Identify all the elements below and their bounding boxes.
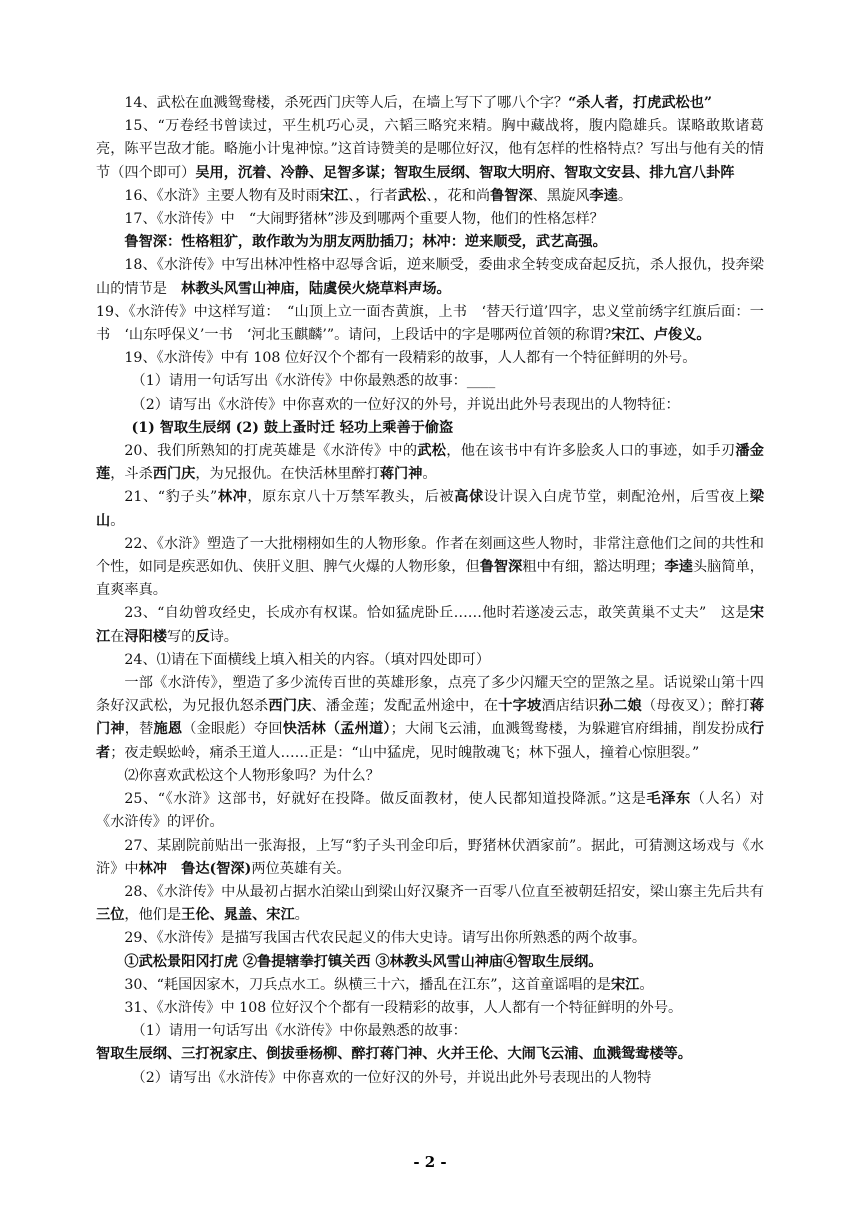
question-text: 。 (294, 907, 309, 924)
question-text: ，为兄报仇。在快活林里醉打 (195, 466, 380, 483)
answer-text: 林冲 鲁达(智深) (138, 860, 252, 877)
answer-text: 智取生辰纲、三打祝家庄、倒拔垂杨柳、醉打蒋门神、火并王伦、大闹飞云浦、血溅鸳鸯楼等。 (96, 1046, 692, 1063)
answer-text: 三位 (96, 907, 125, 924)
answer-text: 蒋门神 (379, 466, 423, 483)
question-text: 、黑旋风 (532, 187, 590, 204)
question-text: 23、“自幼曾攻经史，长成亦有权谋。恰如猛虎卧丘……他时若遂凌云志，敢笑黄巢不丈夫” 这是 (124, 605, 750, 622)
paragraph (96, 533, 764, 603)
answer-text: 快活林（孟州道） (282, 721, 391, 738)
paragraph (96, 1043, 764, 1066)
question-text: 、，花和尚 (426, 187, 491, 204)
question-text: ，他们是 (124, 907, 182, 924)
answer-text: 宋江 (610, 976, 640, 993)
answer-text: 李逵 (589, 187, 618, 204)
answer-text: ①武松景阳冈打虎 ②鲁提辖拳打镇关西 ③林教头风雪山神庙④智取生辰纲。 (124, 953, 603, 970)
question-text: 写的 (166, 628, 196, 645)
paragraph (96, 1067, 764, 1090)
answer-text: 王伦、晁盖、宋江 (181, 907, 295, 924)
page-number: - 2 - (413, 1153, 447, 1171)
answer-text: 鲁智深 (479, 559, 523, 576)
paragraph (96, 370, 764, 393)
answer-text: 宋江 (319, 187, 349, 204)
answer-text: (1) 智取生辰纲 (2) 鼓上蚤时迁 轻功上乘善于偷盗 (131, 419, 454, 436)
question-text: 30、“耗国因家木，刀兵点水工。纵横三十六，播乱在江东”，这首童谣唱的是 (124, 976, 611, 993)
answer-text: 反 (195, 628, 210, 645)
document-body (96, 92, 764, 1090)
answer-text: 宋江 (96, 605, 764, 645)
question-text: 、，行者 (348, 187, 398, 204)
paragraph (96, 347, 764, 370)
paragraph (96, 231, 764, 254)
answer-text: 武松 (397, 187, 427, 204)
question-text: 设计误入白虎节堂，刺配沧州，后雪夜上 (483, 489, 750, 506)
question-text: 诗。 (209, 628, 238, 645)
question-text: 18、《水浒传》中写出林冲性格中忍辱含诟，逆来顺受，委曲求全转变成奋起反抗，杀人报仇，投奔梁山的情节是 (96, 257, 764, 297)
question-text: 29、《水浒传》是描写我国古代农民起义的伟大史诗。请写出你所熟悉的两个故事。 (124, 930, 647, 947)
question-text: ，替 (124, 721, 154, 738)
question-text: 粗中有细，豁达明理； (522, 559, 665, 576)
paragraph (96, 486, 764, 532)
question-text: 。 (422, 466, 437, 483)
question-text: 28、《水浒传》中从最初占据水泊梁山到梁山好汉聚齐一百零八位直至被朝廷招安，梁山寨主先后共有 (124, 883, 764, 900)
question-text: 22、《水浒》塑造了一大批栩栩如生的人物形象。作者在刻画这些人物时，非常注意他们之间的共性和个性，如同是疾恶如仇、侠肝义胆、脾气火爆的人物形象，但 (96, 535, 764, 576)
paragraph (96, 974, 764, 997)
paragraph (96, 185, 764, 208)
paragraph (96, 997, 764, 1020)
question-text: 两位英雄有关。 (251, 860, 351, 877)
question-text: 31、《水浒传》中 108 位好汉个个都有一段精彩的故事，人人都有一个特征鲜明的外号。 (124, 999, 683, 1016)
question-text: 一部《水浒传》，塑造了多少流传百世的英雄形象，点亮了多少闪耀天空的罡煞之星。话说梁山第十四条好汉武松，为兄报仇怒杀 (96, 675, 764, 715)
paragraph (96, 835, 764, 881)
paragraph (96, 254, 764, 300)
question-text: （2）请写出《水浒传》中你喜欢的一位好汉的外号，并说出此外号表现出的人物特 (131, 1069, 652, 1086)
paragraph (96, 788, 764, 834)
question-text: 酒店结识 (541, 698, 599, 715)
answer-text: 潘金莲 (96, 443, 764, 483)
answer-text: 浔阳楼 (124, 628, 167, 645)
paragraph (96, 208, 764, 231)
paragraph (96, 672, 764, 765)
answer-text: 毛泽东 (646, 791, 691, 808)
paragraph (96, 927, 764, 950)
question-text: 19、《水浒传》中有 108 位好汉个个都有一段精彩的故事，人人都有一个特征鲜明的外号。 (124, 350, 697, 367)
question-text: 25、“《水浒》这部书，好就好在投降。做反面教材，使人民都知道投降派。”这是 (124, 791, 647, 808)
question-text: 17、《水浒传》中 “大闹野猪林”涉及到哪两个重要人物，他们的性格怎样？ (124, 211, 604, 228)
paragraph (96, 951, 764, 974)
question-text: （母夜叉）；醉打 (641, 698, 750, 715)
paragraph (96, 115, 764, 185)
question-text: ，他在该书中有许多脍炙人口的事迹，如手刃 (446, 443, 736, 460)
answer-text: 西门庆 (152, 466, 196, 483)
paragraph (96, 765, 764, 788)
question-text: ⑵你喜欢武松这个人物形象吗？为什么？ (124, 767, 380, 784)
answer-text: 梁山 (96, 489, 764, 529)
question-text: 27、某剧院前贴出一张海报，上写“豹子头刊金印后，野猪林伏酒家前”。据此，可猜测这场戏与《水浒》中 (96, 837, 764, 877)
answer-text: 鲁智深：性格粗犷，敢作敢为为朋友两肋插刀；林冲：逆来顺受，武艺高强。 (124, 234, 607, 251)
paragraph (96, 301, 764, 347)
answer-text: 吴用，沉着、冷静、足智多谋；智取生辰纲、智取大明府、智取文安县、排九宫八卦阵 (195, 164, 735, 181)
question-text: ；大闹飞云浦，血溅鸳鸯楼，为躲避官府缉捕，削发扮成 (390, 721, 750, 738)
question-text: 15、“万卷经书曾读过，平生机巧心灵，六韬三略究来精。胸中藏战将，腹内隐雄兵。谋略敢欺诸葛亮，陈平岂敌才能。略施小计鬼神惊。”这首诗赞美的是哪位好汉，他有怎样的性格特点？写出与他有关的情节（四个即可） (96, 118, 764, 181)
answer-text: 孙二娘 (598, 698, 642, 715)
paragraph (96, 417, 764, 440)
answer-text: 施恩 (153, 721, 183, 738)
answer-text: “杀人者，打虎武松也” (568, 95, 713, 111)
question-text: 20、我们所熟知的打虎英雄是《水浒传》中的 (124, 443, 418, 460)
question-text: （2）请写出《水浒传》中你喜欢的一位好汉的外号，并说出此外号表现出的人物特征： (131, 396, 680, 413)
question-text: ，斗杀 (110, 466, 153, 483)
question-text: ，原东京八十万禁军教头，后被 (247, 489, 455, 506)
paragraph (96, 649, 764, 672)
question-text: 21、“豹子头” (124, 489, 218, 506)
paragraph (96, 602, 764, 648)
question-text: （1）请用一句话写出《水浒传》中你最熟悉的故事： (131, 1023, 467, 1040)
answer-text: 十字坡 (498, 698, 542, 715)
question-text: 。 (639, 976, 654, 993)
question-text: 19、《水浒传》中这样写道： “山顶上立一面杏黄旗，上书 ‘替天行道’四字，忠义堂前绣字红旗后面：一书 ‘山东呼保义’一书 ‘河北玉麒麟’”。请问，上段话中的字是哪两位首领的称谓? (96, 303, 764, 344)
answer-text: 李逵 (664, 559, 693, 576)
answer-text: 宋江、卢俊义。 (611, 327, 711, 344)
answer-text: 林教头风雪山神庙，陆虞侯火烧草料声场。 (181, 280, 451, 297)
question-text: 24、⑴请在下面横线上填入相关的内容。（填对四处即可） (124, 651, 491, 668)
question-text: 。 (617, 187, 633, 204)
paragraph (96, 1020, 764, 1043)
answer-text: 林冲 (217, 489, 248, 506)
paragraph (96, 881, 764, 927)
paragraph (96, 92, 764, 115)
question-text: （1）请用一句话写出《水浒传》中你最熟悉的故事：____ (131, 373, 496, 390)
paragraph (96, 394, 764, 417)
question-text: 16、《水浒》主要人物有及时雨 (124, 187, 320, 204)
question-text: ；夜走蜈蚣岭，痛杀王道人……正是：“山中猛虎，见时魄散魂飞；林下强人，撞着心惊胆裂。” (110, 744, 700, 761)
paragraph (96, 440, 764, 486)
answer-text: 西门庆 (268, 698, 312, 715)
question-text: （金眼彪）夺回 (182, 721, 283, 738)
question-text: 在 (110, 628, 125, 645)
question-text: 14、武松在血溅鸳鸯楼，杀死西门庆等人后，在墙上写下了哪八个字？ (124, 95, 569, 111)
question-text: （人名）对《水浒传》的评价。 (96, 791, 764, 831)
question-text: 头脑简单，直爽率真。 (96, 559, 764, 599)
answer-text: 武松 (417, 443, 447, 460)
answer-text: 蒋门神 (96, 698, 764, 738)
answer-text: 高俅 (454, 489, 484, 506)
question-text: 、潘金莲；发配孟州途中，在 (311, 698, 499, 715)
question-text: 。 (110, 512, 125, 529)
answer-text: 鲁智深 (490, 187, 533, 204)
answer-text: 行者 (96, 721, 764, 761)
